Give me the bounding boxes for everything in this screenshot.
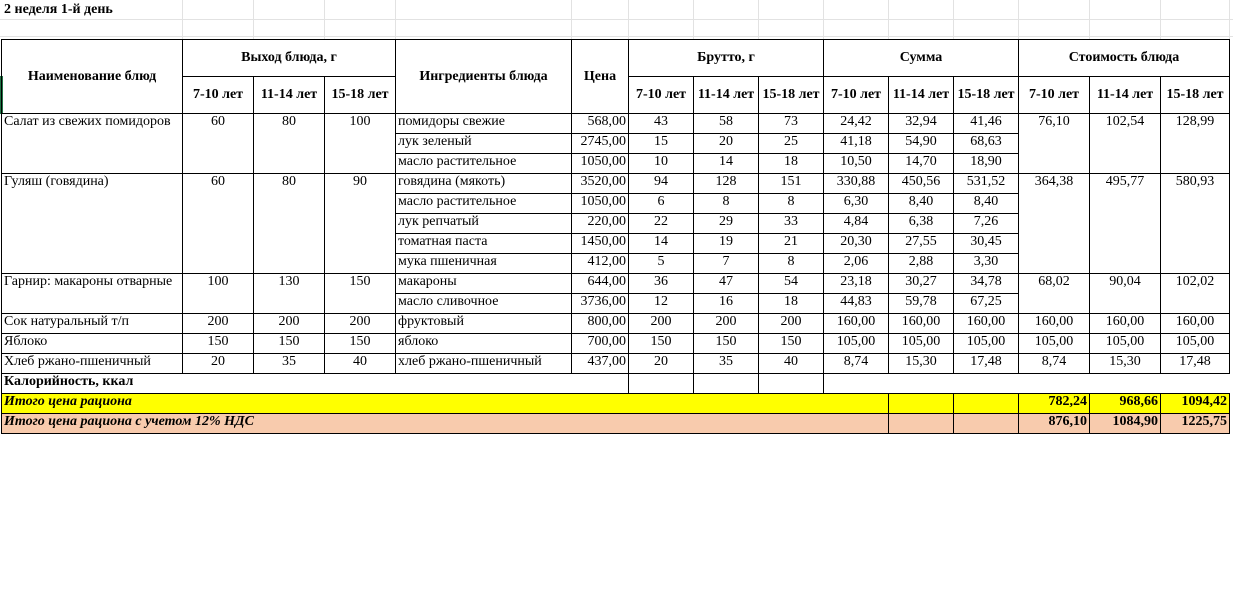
- empty-cell[interactable]: [1090, 374, 1161, 394]
- ingredient-cell[interactable]: масло растительное: [396, 154, 572, 174]
- header-cost-age3[interactable]: 15-18 лет: [1161, 77, 1230, 114]
- brutto-cell[interactable]: 25: [759, 134, 824, 154]
- brutto-cell[interactable]: 20: [694, 134, 759, 154]
- brutto-cell[interactable]: 22: [629, 214, 694, 234]
- sum-cell[interactable]: 4,84: [824, 214, 889, 234]
- brutto-cell[interactable]: 8: [759, 254, 824, 274]
- yield-cell[interactable]: 150: [325, 274, 396, 314]
- brutto-cell[interactable]: 47: [694, 274, 759, 294]
- cost-cell[interactable]: 364,38: [1019, 174, 1090, 274]
- header-sum-age2[interactable]: 11-14 лет: [889, 77, 954, 114]
- sum-cell[interactable]: 30,45: [954, 234, 1019, 254]
- empty-cell[interactable]: [889, 374, 954, 394]
- yield-cell[interactable]: 100: [325, 114, 396, 174]
- price-cell[interactable]: 568,00: [572, 114, 629, 134]
- gridline: [1018, 0, 1019, 39]
- header-yield-age1[interactable]: 7-10 лет: [183, 77, 254, 114]
- sum-cell[interactable]: 23,18: [824, 274, 889, 294]
- yield-cell[interactable]: 60: [183, 174, 254, 274]
- empty-cell[interactable]: [629, 374, 694, 394]
- sum-cell[interactable]: 15,30: [889, 354, 954, 374]
- price-cell[interactable]: 644,00: [572, 274, 629, 294]
- ingredient-cell[interactable]: лук репчатый: [396, 214, 572, 234]
- sum-cell[interactable]: 20,30: [824, 234, 889, 254]
- header-price[interactable]: Цена: [572, 40, 629, 114]
- sum-cell[interactable]: 41,18: [824, 134, 889, 154]
- sum-cell[interactable]: 2,06: [824, 254, 889, 274]
- gridline: [253, 0, 254, 39]
- gridline: [823, 0, 824, 39]
- brutto-cell[interactable]: 16: [694, 294, 759, 314]
- cost-cell[interactable]: 105,00: [1019, 334, 1090, 354]
- yield-cell[interactable]: 100: [183, 274, 254, 314]
- gridline: [628, 0, 629, 39]
- brutto-cell[interactable]: 7: [694, 254, 759, 274]
- table-row: [2, 174, 1230, 194]
- brutto-cell[interactable]: 128: [694, 174, 759, 194]
- yield-cell[interactable]: 200: [183, 314, 254, 334]
- total-vat-row-label[interactable]: Итого цена рациона с учетом 12% НДС: [2, 414, 889, 434]
- price-cell[interactable]: 800,00: [572, 314, 629, 334]
- brutto-cell[interactable]: 6: [629, 194, 694, 214]
- sum-cell[interactable]: 8,74: [824, 354, 889, 374]
- table-row: [2, 354, 1230, 374]
- brutto-cell[interactable]: 58: [694, 114, 759, 134]
- sum-cell[interactable]: 450,56: [889, 174, 954, 194]
- sum-cell[interactable]: 6,30: [824, 194, 889, 214]
- yield-cell[interactable]: 35: [254, 354, 325, 374]
- price-cell[interactable]: 1050,00: [572, 154, 629, 174]
- empty-cell[interactable]: [954, 374, 1019, 394]
- price-cell[interactable]: 437,00: [572, 354, 629, 374]
- total-row: [2, 394, 1230, 414]
- sum-cell[interactable]: 8,40: [954, 194, 1019, 214]
- cost-cell[interactable]: 76,10: [1019, 114, 1090, 174]
- brutto-cell[interactable]: 200: [629, 314, 694, 334]
- brutto-cell[interactable]: 8: [694, 194, 759, 214]
- empty-cell[interactable]: [954, 394, 1019, 414]
- sum-cell[interactable]: 105,00: [954, 334, 1019, 354]
- empty-cell[interactable]: [759, 374, 824, 394]
- header-ingredients[interactable]: Ингредиенты блюда: [396, 40, 572, 114]
- cost-cell[interactable]: 580,93: [1161, 174, 1230, 274]
- cost-cell[interactable]: 8,74: [1019, 354, 1090, 374]
- yield-cell[interactable]: 90: [325, 174, 396, 274]
- price-cell[interactable]: 700,00: [572, 334, 629, 354]
- yield-cell[interactable]: 40: [325, 354, 396, 374]
- sum-cell[interactable]: 531,52: [954, 174, 1019, 194]
- header-yield-age2[interactable]: 11-14 лет: [254, 77, 325, 114]
- gridline: [888, 0, 889, 39]
- brutto-cell[interactable]: 12: [629, 294, 694, 314]
- sum-cell[interactable]: 24,42: [824, 114, 889, 134]
- sum-cell[interactable]: 67,25: [954, 294, 1019, 314]
- brutto-cell[interactable]: 150: [759, 334, 824, 354]
- brutto-cell[interactable]: 35: [694, 354, 759, 374]
- sum-cell[interactable]: 41,46: [954, 114, 1019, 134]
- cost-cell[interactable]: 68,02: [1019, 274, 1090, 314]
- empty-cell[interactable]: [889, 394, 954, 414]
- brutto-cell[interactable]: 15: [629, 134, 694, 154]
- ingredient-cell[interactable]: макароны: [396, 274, 572, 294]
- ingredient-cell[interactable]: томатная паста: [396, 234, 572, 254]
- cost-cell[interactable]: 160,00: [1019, 314, 1090, 334]
- gridline: [182, 0, 183, 39]
- calories-row: [2, 374, 1230, 394]
- ingredient-cell[interactable]: фруктовый: [396, 314, 572, 334]
- brutto-cell[interactable]: 43: [629, 114, 694, 134]
- ingredient-cell[interactable]: яблоко: [396, 334, 572, 354]
- gridline: [693, 0, 694, 39]
- yield-cell[interactable]: 150: [325, 334, 396, 354]
- cost-cell[interactable]: 160,00: [1090, 314, 1161, 334]
- header-sum-age3[interactable]: 15-18 лет: [954, 77, 1019, 114]
- cost-cell[interactable]: 102,54: [1090, 114, 1161, 174]
- total-row-value[interactable]: 782,24: [1019, 394, 1090, 414]
- dish-name-cell[interactable]: Сок натуральный т/п: [2, 314, 183, 334]
- header-yield[interactable]: Выход блюда, г: [183, 40, 396, 77]
- ingredient-cell[interactable]: говядина (мякоть): [396, 174, 572, 194]
- yield-cell[interactable]: 20: [183, 354, 254, 374]
- total-vat-row-value[interactable]: 1084,90: [1090, 414, 1161, 434]
- cost-cell[interactable]: 495,77: [1090, 174, 1161, 274]
- dish-name-cell[interactable]: Гарнир: макароны отварные: [2, 274, 183, 314]
- brutto-cell[interactable]: 21: [759, 234, 824, 254]
- gridline: [1160, 0, 1161, 39]
- header-brutto-age2[interactable]: 11-14 лет: [694, 77, 759, 114]
- brutto-cell[interactable]: 14: [629, 234, 694, 254]
- empty-cell[interactable]: [954, 414, 1019, 434]
- brutto-cell[interactable]: 8: [759, 194, 824, 214]
- gridline: [758, 0, 759, 39]
- price-cell[interactable]: 220,00: [572, 214, 629, 234]
- ingredient-cell[interactable]: лук зеленый: [396, 134, 572, 154]
- yield-cell[interactable]: 130: [254, 274, 325, 314]
- brutto-cell[interactable]: 200: [759, 314, 824, 334]
- header-brutto-age1[interactable]: 7-10 лет: [629, 77, 694, 114]
- total-row-label[interactable]: Итого цена рациона: [2, 394, 889, 414]
- cost-cell[interactable]: 102,02: [1161, 274, 1230, 314]
- empty-cell[interactable]: [889, 414, 954, 434]
- gridline: [0, 36, 1233, 37]
- ingredient-cell[interactable]: хлеб ржано-пшеничный: [396, 354, 572, 374]
- yield-cell[interactable]: 150: [254, 334, 325, 354]
- dish-name-cell[interactable]: Яблоко: [2, 334, 183, 354]
- header-sum-age1[interactable]: 7-10 лет: [824, 77, 889, 114]
- header-brutto[interactable]: Брутто, г: [629, 40, 824, 77]
- table-row: [2, 334, 1230, 354]
- brutto-cell[interactable]: 10: [629, 154, 694, 174]
- sum-cell[interactable]: 160,00: [824, 314, 889, 334]
- menu-cost-table: [1, 39, 1230, 434]
- cost-cell[interactable]: 160,00: [1161, 314, 1230, 334]
- yield-cell[interactable]: 200: [325, 314, 396, 334]
- sum-cell[interactable]: 105,00: [889, 334, 954, 354]
- table-row: [2, 274, 1230, 294]
- sheet-title[interactable]: 2 неделя 1-й день: [4, 2, 113, 17]
- sum-cell[interactable]: 7,26: [954, 214, 1019, 234]
- gridline: [0, 19, 1233, 20]
- total-vat-row-value[interactable]: 876,10: [1019, 414, 1090, 434]
- total-vat-row: [2, 414, 1230, 434]
- cost-cell[interactable]: 90,04: [1090, 274, 1161, 314]
- header-cost-age2[interactable]: 11-14 лет: [1090, 77, 1161, 114]
- brutto-cell[interactable]: 150: [629, 334, 694, 354]
- dish-name-cell[interactable]: Гуляш (говядина): [2, 174, 183, 274]
- calories-label[interactable]: Калорийность, ккал: [2, 374, 629, 394]
- sum-cell[interactable]: 8,40: [889, 194, 954, 214]
- yield-cell[interactable]: 150: [183, 334, 254, 354]
- dish-name-cell[interactable]: Салат из свежих помидоров: [2, 114, 183, 174]
- dish-name-cell[interactable]: Хлеб ржано-пшеничный: [2, 354, 183, 374]
- empty-cell[interactable]: [824, 374, 889, 394]
- sum-cell[interactable]: 54,90: [889, 134, 954, 154]
- sum-cell[interactable]: 2,88: [889, 254, 954, 274]
- sum-cell[interactable]: 30,27: [889, 274, 954, 294]
- yield-cell[interactable]: 200: [254, 314, 325, 334]
- brutto-cell[interactable]: 18: [759, 154, 824, 174]
- sum-cell[interactable]: 68,63: [954, 134, 1019, 154]
- yield-cell[interactable]: 60: [183, 114, 254, 174]
- header-dish-name[interactable]: Наименование блюд: [2, 40, 183, 114]
- brutto-cell[interactable]: 94: [629, 174, 694, 194]
- sum-cell[interactable]: 105,00: [824, 334, 889, 354]
- cost-cell[interactable]: 105,00: [1161, 334, 1230, 354]
- table-row: [2, 314, 1230, 334]
- total-row-value[interactable]: 968,66: [1090, 394, 1161, 414]
- gridline: [953, 0, 954, 39]
- brutto-cell[interactable]: 40: [759, 354, 824, 374]
- brutto-cell[interactable]: 54: [759, 274, 824, 294]
- sum-cell[interactable]: 160,00: [954, 314, 1019, 334]
- sum-cell[interactable]: 10,50: [824, 154, 889, 174]
- gridline: [1229, 0, 1230, 39]
- brutto-cell[interactable]: 36: [629, 274, 694, 294]
- ingredient-cell[interactable]: мука пшеничная: [396, 254, 572, 274]
- brutto-cell[interactable]: 14: [694, 154, 759, 174]
- cost-cell[interactable]: 128,99: [1161, 114, 1230, 174]
- price-cell[interactable]: 3736,00: [572, 294, 629, 314]
- sum-cell[interactable]: 160,00: [889, 314, 954, 334]
- sum-cell[interactable]: 34,78: [954, 274, 1019, 294]
- header-cost-age1[interactable]: 7-10 лет: [1019, 77, 1090, 114]
- brutto-cell[interactable]: 150: [694, 334, 759, 354]
- sum-cell[interactable]: 330,88: [824, 174, 889, 194]
- brutto-cell[interactable]: 19: [694, 234, 759, 254]
- sum-cell[interactable]: 27,55: [889, 234, 954, 254]
- sum-cell[interactable]: 3,30: [954, 254, 1019, 274]
- header-yield-age3[interactable]: 15-18 лет: [325, 77, 396, 114]
- price-cell[interactable]: 1450,00: [572, 234, 629, 254]
- brutto-cell[interactable]: 151: [759, 174, 824, 194]
- cost-cell[interactable]: 105,00: [1090, 334, 1161, 354]
- empty-cell[interactable]: [1019, 374, 1090, 394]
- table-row: [2, 114, 1230, 134]
- brutto-cell[interactable]: 18: [759, 294, 824, 314]
- brutto-cell[interactable]: 29: [694, 214, 759, 234]
- price-cell[interactable]: 1050,00: [572, 194, 629, 214]
- gridline: [1089, 0, 1090, 39]
- sum-cell[interactable]: 18,90: [954, 154, 1019, 174]
- price-cell[interactable]: 2745,00: [572, 134, 629, 154]
- sum-cell[interactable]: 17,48: [954, 354, 1019, 374]
- yield-cell[interactable]: 80: [254, 174, 325, 274]
- total-vat-row-value[interactable]: 1225,75: [1161, 414, 1230, 434]
- ingredient-cell[interactable]: помидоры свежие: [396, 114, 572, 134]
- brutto-cell[interactable]: 20: [629, 354, 694, 374]
- gridline: [395, 0, 396, 39]
- sum-cell[interactable]: 32,94: [889, 114, 954, 134]
- brutto-cell[interactable]: 73: [759, 114, 824, 134]
- price-cell[interactable]: 412,00: [572, 254, 629, 274]
- brutto-cell[interactable]: 33: [759, 214, 824, 234]
- gridline: [324, 0, 325, 39]
- sum-cell[interactable]: 6,38: [889, 214, 954, 234]
- sum-cell[interactable]: 14,70: [889, 154, 954, 174]
- empty-cell[interactable]: [694, 374, 759, 394]
- empty-cell[interactable]: [1161, 374, 1230, 394]
- total-row-value[interactable]: 1094,42: [1161, 394, 1230, 414]
- gridline: [571, 0, 572, 39]
- sum-cell[interactable]: 44,83: [824, 294, 889, 314]
- cost-cell[interactable]: 17,48: [1161, 354, 1230, 374]
- brutto-cell[interactable]: 5: [629, 254, 694, 274]
- ingredient-cell[interactable]: масло растительное: [396, 194, 572, 214]
- header-brutto-age3[interactable]: 15-18 лет: [759, 77, 824, 114]
- header-sum[interactable]: Сумма: [824, 40, 1019, 77]
- brutto-cell[interactable]: 200: [694, 314, 759, 334]
- yield-cell[interactable]: 80: [254, 114, 325, 174]
- sum-cell[interactable]: 59,78: [889, 294, 954, 314]
- ingredient-cell[interactable]: масло сливочное: [396, 294, 572, 314]
- cost-cell[interactable]: 15,30: [1090, 354, 1161, 374]
- price-cell[interactable]: 3520,00: [572, 174, 629, 194]
- header-cost[interactable]: Стоимость блюда: [1019, 40, 1230, 77]
